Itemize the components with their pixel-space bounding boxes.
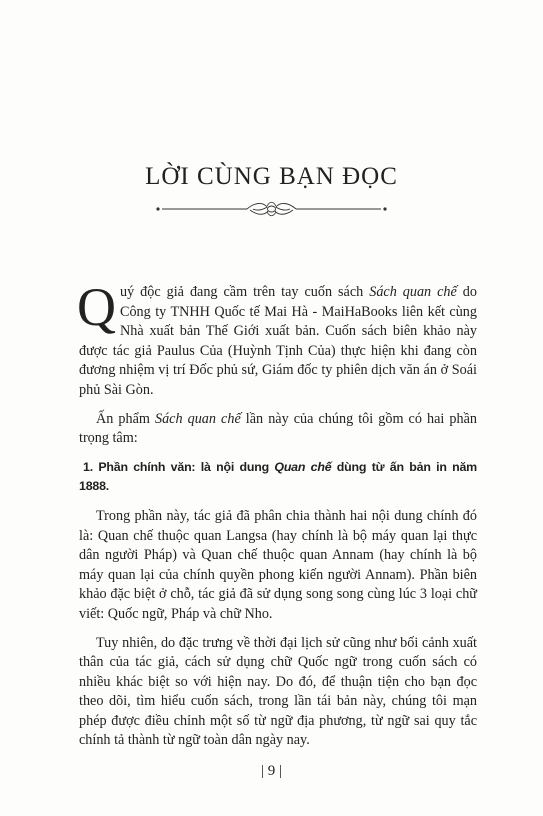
page-title: LỜI CÙNG BẠN ĐỌC [145, 163, 398, 190]
publication-paragraph: Ấn phẩm Sách quan chế lần này của chúng tôi gồm có hai phần trọng tâm: [79, 410, 477, 447]
page-number: | 9 | [260, 763, 282, 779]
content-paragraph: Trong phần này, tác giả đã phân chia thành hai nội dung chính đó là: Quan chế thuộc quan Langsa (hay chính là bộ máy quan lại thực dân người Pháp) và Quan chế thuộc quan Annam (hay chính là bộ máy quan lại của chính quyền phong kiến người Annam). Phần biên khảo đặc biệt ở chỗ, tác giả đã sử dụng song song cùng lúc 3 loại chữ viết: Quốc ngữ, Pháp và chữ Nho. [79, 507, 477, 622]
floral-divider-icon [155, 198, 388, 220]
body-text [77, 277, 477, 760]
section-heading: 1. Phần chính văn: là nội dung Quan chế dùng từ ấn bản in năm 1888. [79, 459, 477, 494]
edit-note-paragraph: Tuy nhiên, do đặc trưng về thời đại lịch sử cũng như bối cảnh xuất thân của tác giả, cách sử dụng chữ Quốc ngữ trong cuốn sách có nhiều khác biệt so với hiện nay. Do đó, để thuận tiện cho bạn đọc theo dõi, tìm hiểu cuốn sách, trong lần tái bản này, chúng tôi mạn phép được điều chỉnh một số từ ngữ địa phương, từ ngữ sai quy tắc chính tả thành từ ngữ toàn dân ngày nay. [79, 634, 477, 749]
drop-cap: Q [77, 277, 116, 337]
intro-paragraph: Quý độc giả đang cầm trên tay cuốn sách Sách quan chế do Công ty TNHH Quốc tế Mai Hà - MaiHaBooks liên kết cùng Nhà xuất bản Thế Giới xuất bản. Cuốn sách biên khảo này được tác giả Paulus Của (Huỳnh Tịnh Của) thực hiện khi đang còn đương nhiệm vị trí Đốc phủ sứ, Giám đốc ty phiên dịch văn án ở Soái phủ Sài Gòn. [77, 277, 477, 398]
